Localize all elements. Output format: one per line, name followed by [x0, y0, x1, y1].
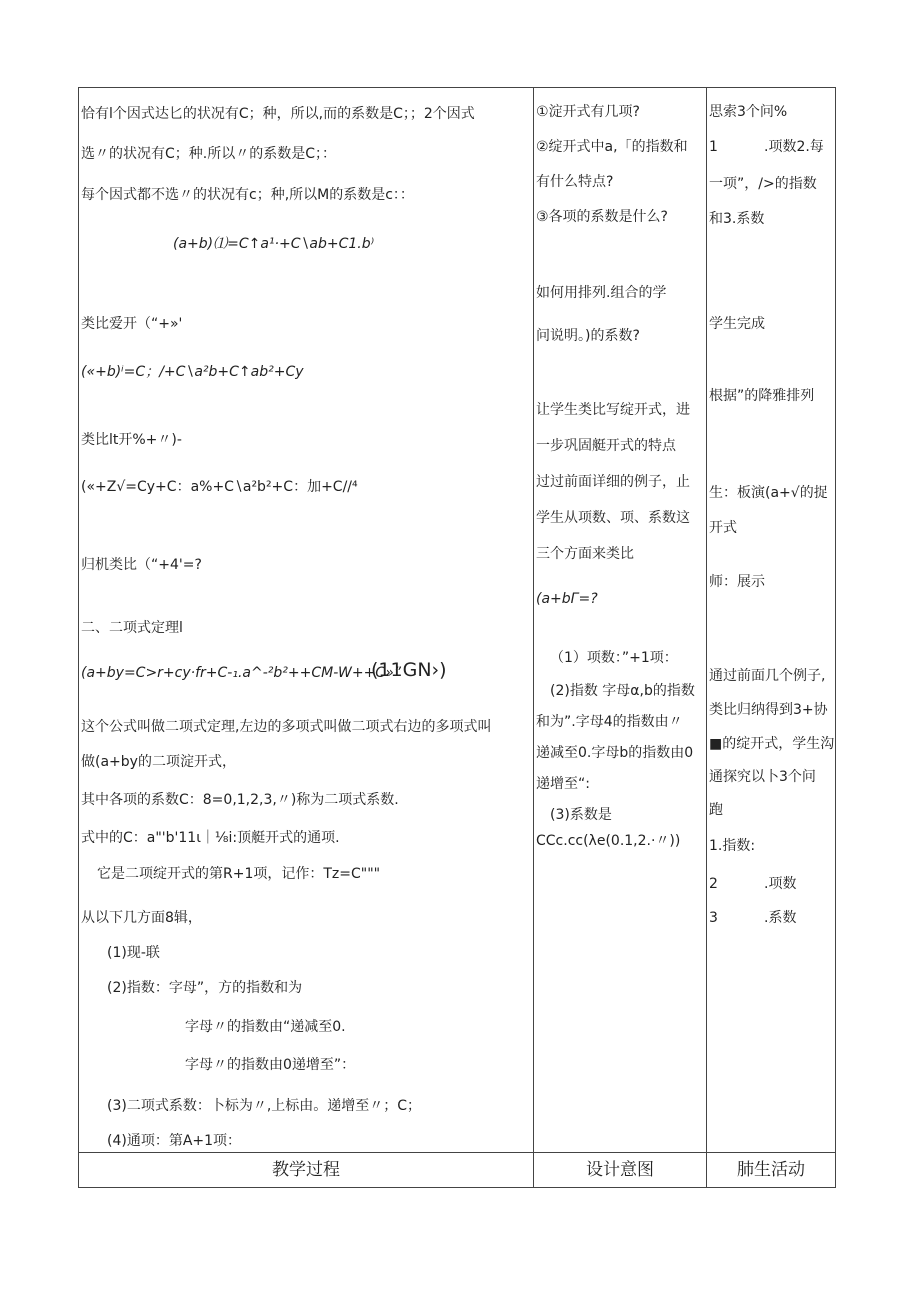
list-item-number: 3	[709, 910, 718, 926]
text-line: 式中的C：a"'b'11ι｜⅛i:顶艇开式的通项.	[81, 830, 340, 846]
text-line: .项数2.每	[764, 139, 824, 155]
list-item: (1)现-联	[107, 945, 160, 961]
formula: (a+bΓ=?	[536, 591, 598, 607]
text-line: 做(a+by的二项淀开式，	[81, 754, 236, 770]
text-line: 它是二项绽开式的第R+1项，记作：Tz=C"""	[97, 866, 381, 882]
text-line: ③各项的系数是什么?	[536, 209, 668, 225]
text-line: 问说明。)的系数?	[536, 328, 640, 344]
text-line: 生：板演(a+√的捉	[709, 485, 828, 501]
list-item: (3)二项式系数：卜标为〃,上标由。递增至〃；C；	[107, 1098, 422, 1114]
formula: («+b)ⁱ=C；/+C∖a²b+C↑ab²+Cy	[81, 364, 304, 380]
text-line: ②绽开式中a,「的指数和	[536, 139, 688, 155]
text-line: 一项”，/>的指数	[709, 176, 817, 192]
text-line: 这个公式叫做二项式定理,左边的多项式叫做二项式右边的多项式叫	[81, 719, 492, 735]
text-line: 如何用排列.组合的学	[536, 285, 667, 301]
formula: («+Z√=Cy+C：a%+C∖a²b²+C：加+C//⁴	[81, 479, 358, 495]
formula-suffix: (11GN›)	[371, 659, 447, 681]
header-design-intent: 设计意图	[586, 1160, 654, 1180]
text-line: ①淀开式有几项?	[536, 104, 640, 120]
list-item-detail: 字母〃的指数由“递减至0.	[185, 1019, 346, 1035]
text-line: 类比lt开%+〃)-	[81, 432, 182, 448]
column-divider	[706, 88, 707, 1187]
list-item: (3)系数是	[550, 807, 612, 823]
text-line: 根据”的降雅排列	[709, 388, 815, 404]
list-item-number: 2	[709, 876, 718, 892]
list-item: (2)指数 字母α,b的指数	[550, 683, 695, 699]
text-line: 类比归纳得到3+协	[709, 702, 828, 718]
list-item-detail: 字母〃的指数由0递增至”：	[185, 1057, 356, 1073]
text-line: 通探究以卜3个问	[709, 769, 816, 785]
text-line: 跑	[709, 802, 723, 818]
text-line: 和3.系数	[709, 211, 765, 227]
text-line: 过过前面详细的例子，止	[536, 474, 690, 490]
lesson-table	[78, 87, 836, 1188]
text-line: 开式	[709, 520, 737, 536]
list-item: .项数	[764, 876, 797, 892]
text-line: 有什么特点?	[536, 174, 614, 190]
text-line: 学生完成	[709, 316, 765, 332]
text-line: 类比爱开（“+»'	[81, 316, 183, 332]
section-heading: 二、二项式定理l	[81, 620, 183, 636]
list-item: (2)指数：字母”，方的指数和为	[107, 980, 303, 996]
binomial-theorem-formula: (a+by=C>r+cy·fr+C-₁.a^-²b²++CM-W++C»”	[81, 665, 401, 681]
header-teaching-process: 教学过程	[272, 1160, 340, 1180]
text-line: 从以下几方面8辑，	[81, 910, 202, 926]
text-line: 一步巩固艇开式的特点	[536, 438, 676, 454]
text-line: 归机类比（“+4'=?	[81, 557, 202, 573]
header-activity: 肺生活动	[737, 1160, 805, 1180]
text-line: 恰有l个因式达匕的状况有C；种，所以,而的系数是C；；2个因式	[81, 106, 475, 122]
list-item: (4)通项：第A+1项：	[107, 1133, 242, 1149]
text-line: 三个方面来类比	[536, 546, 634, 562]
text-line: 递增至“:	[536, 776, 590, 792]
list-item: （1）项数：”+1项：	[550, 650, 678, 666]
text-line: 通过前面几个例子,	[709, 668, 826, 684]
list-item: .系数	[764, 910, 797, 926]
text-line: 思索3个问%	[709, 104, 788, 120]
text-line: 选〃的状况有C；种.所以〃的系数是C；：	[81, 146, 336, 162]
column-divider	[533, 88, 534, 1187]
text-line: ■的绽开式，学生沟	[709, 736, 835, 752]
formula: (a+b)⑴=C↑a¹·+C∖ab+C1.b⁾	[173, 236, 375, 252]
formula: CCc.cc(λe(0.1,2.·〃))	[536, 833, 681, 849]
text-line: 递减至0.字母b的指数由0	[536, 745, 694, 761]
text-line: 学生从项数、项、系数这	[536, 510, 690, 526]
text-line: 让学生类比写绽开式，进	[536, 402, 690, 418]
list-item: 1.指数:	[709, 838, 756, 854]
text-line: 和为”.字母4的指数由〃	[536, 714, 683, 730]
text-line: 其中各项的系数C：8=0,1,2,3,〃)称为二项式系数.	[81, 792, 399, 808]
text-line: 1	[709, 139, 718, 155]
text-line: 师：展示	[709, 574, 765, 590]
text-line: 每个因式都不选〃的状况有c；种,所以M的系数是c：：	[81, 187, 414, 203]
